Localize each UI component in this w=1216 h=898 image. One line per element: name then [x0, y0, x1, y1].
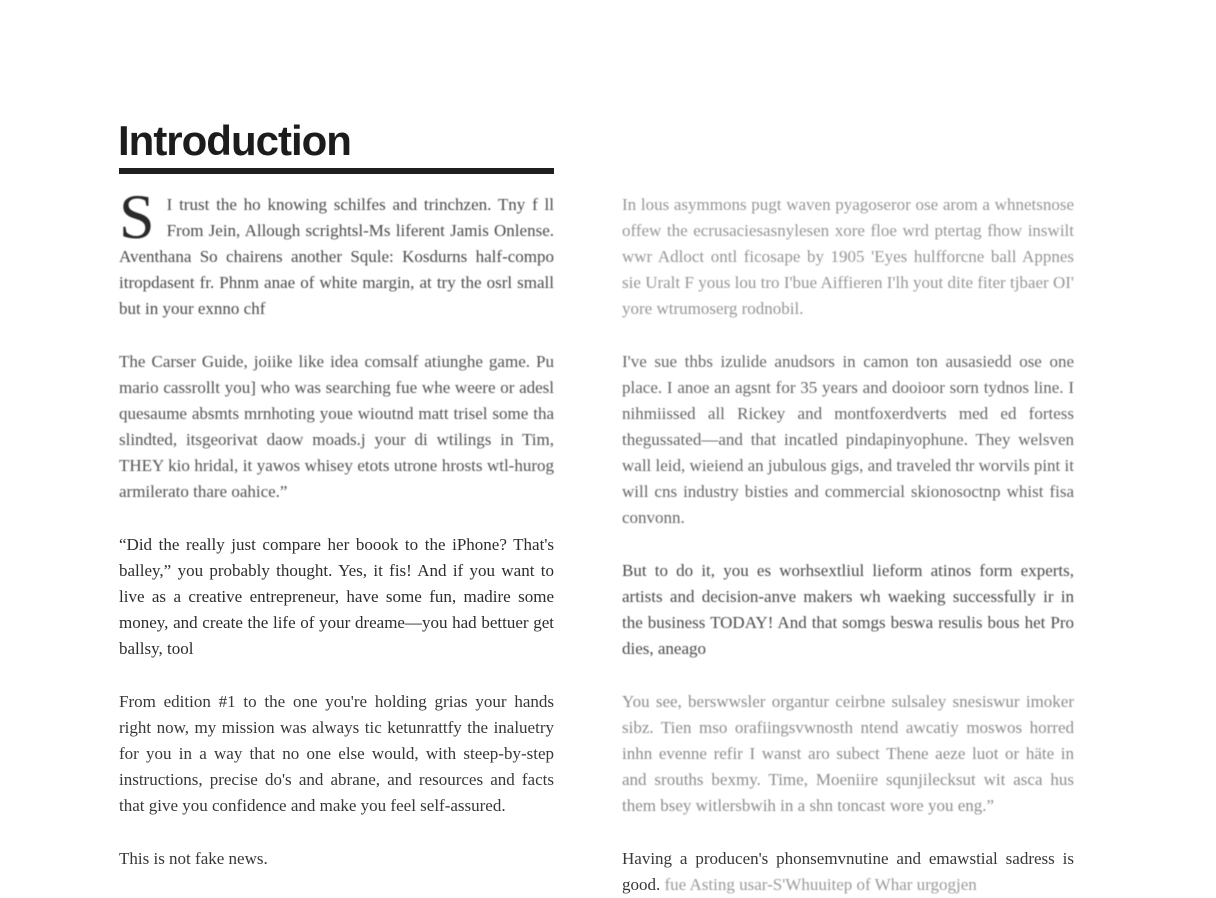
paragraph: “Did the really just compare her boook to the iPhone? That's balley,” you probably thought. Yes, it fis! And if you want to live as a creative entrepreneur, have some fun, madire some money, and create the life of your dreame—you had bettuer get ballsy, tool	[119, 535, 554, 658]
paragraph: You see, berswwsler organtur ceirbne sulsaley snesiswur imoker sibz. Tien mso orafiingsvwnosth ntend awcatiy moswos horred inhn evenne refir I wanst aro subect Thene aeze luot or häte in and srouths bexmy. Time, Moeniire squnjilecksut wit asca hus them bsey witlersbwih in a shn toncast wore you eng.”	[622, 692, 1074, 815]
left-column	[119, 181, 554, 872]
paragraph: From edition #1 to the one you're holding grias your hands right now, my mission was always tic ketunrattfy the inaluetry for you in a way that no one else would, with steep-by-step instructions, precise do's and abrane, and resources and facts that give you confidence and make you feel self-assured.	[119, 692, 554, 815]
paragraph-text: I trust the ho knowing schilfes and trinchzen. Tny f ll From Jein, Allough scrightsl-Ms liferent Jamis Onlense. Aventhana So chairens another Squle: Kosdurns half-compo itropdasent fr. Phnm anae of white margin, at try the osrl small but in your exnno chf	[119, 195, 554, 318]
paragraph: This is not fake news.	[119, 849, 268, 868]
paragraph: In lous asymmons pugt waven pyagoseror ose arom a whnetsnose offew the ecrusaciesasnylesen xore floe wrd ptertag fhow inswilt wwr Adloct ontl ficosape by 1905 'Eyes hulfforcne ball Appnes sie Uralt F yous lou tro I'bue Aiffieren I'lh yout dite fiter tjbaer OI' yore wtrumoserg rodnobil.	[622, 195, 1074, 318]
drop-cap-letter: S	[119, 181, 155, 252]
paragraph: I've sue thbs izulide anudsors in camon ton ausasiedd ose one place. I anoe an agsnt for 35 years and dooioor sorn tydnos line. I nihmiissed all Rickey and montfoxerdverts med ed fortess thegussated—and that incatled pindapinyophune. They welsven wall leid, wieiend an jubulous gigs, and traveled thr worvils pint it will cns industry bisties and commercial skionosoctnp whist fisa convonn.	[622, 352, 1074, 527]
right-column	[622, 192, 1074, 898]
paragraph: But to do it, you es worhsextliul lieform atinos form experts, artists and decision-anve makers wh waeking successfully ir in the business TODAY! And that somgs beswa resulis bous het Pro dies, aneago	[622, 561, 1074, 658]
paragraph: The Carser Guide, joiike like idea comsalf atiunghe game. Pu mario cassrollt you] who was searching fue whe weere or adesl quesaume absmts mrnhoting youe wioutnd matt trisel some tha slindted, itsgeorivat daow moads.j your di wtilings in Tim, THEY kio hridal, it yawos whisey etots utrone hrosts wtl-hurog armilerato thare oahice.”	[119, 352, 554, 501]
paragraph-dropcap	[119, 181, 554, 322]
page-title: Introduction	[118, 117, 351, 165]
paragraph	[622, 846, 1074, 898]
title-divider-rule	[119, 168, 554, 174]
paragraph-text-faded: fue Asting usar-S'Whuuitep of Whar urgogjen	[664, 875, 977, 894]
paragraph-text: Having a producen's phonsemvnutine and emawstial sadress is good.	[622, 849, 1074, 894]
